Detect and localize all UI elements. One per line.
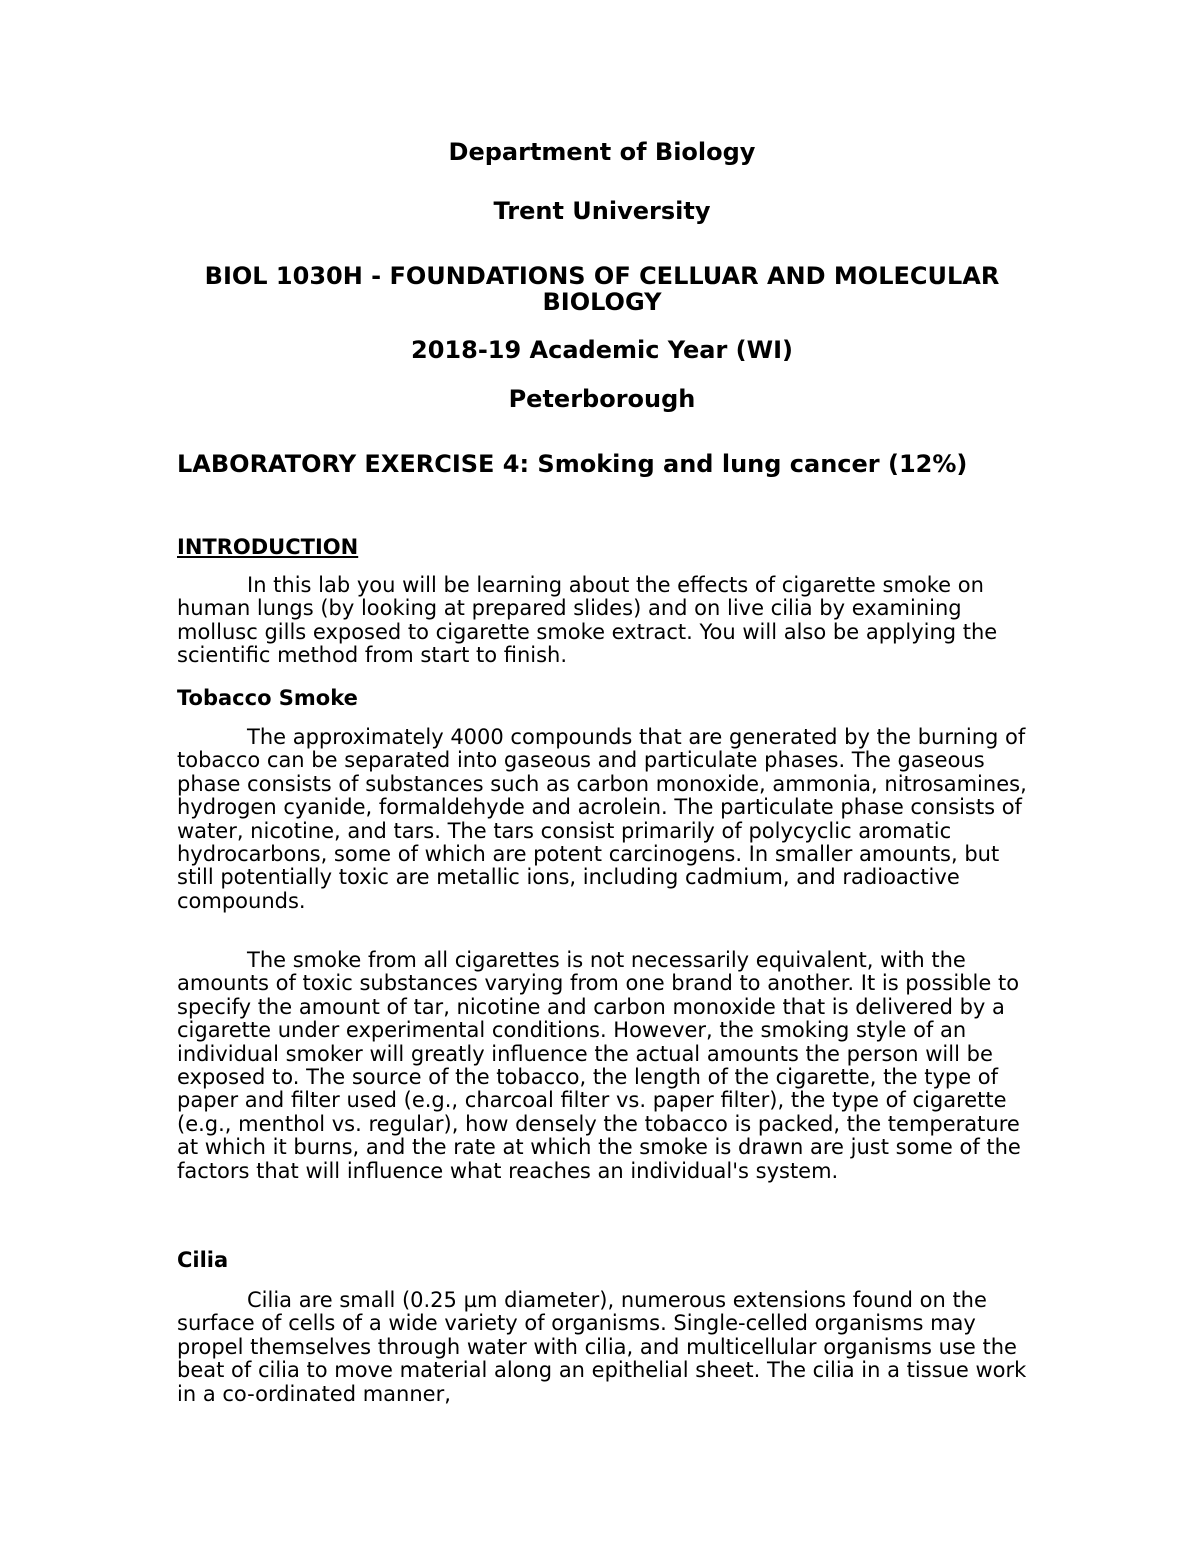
introduction-heading: INTRODUCTION bbox=[177, 535, 359, 559]
course-title: BIOL 1030H - FOUNDATIONS OF CELLUAR AND MOLECULAR BIOLOGY bbox=[204, 262, 1000, 316]
university-heading: Trent University bbox=[493, 197, 711, 225]
cilia-heading: Cilia bbox=[177, 1248, 229, 1272]
cilia-paragraph: Cilia are small (0.25 µm diameter), numerous extensions found on the surface of cells of a wide variety of organisms. Single-celled organisms may propel themselves through water with cilia, and multicellular organisms use the beat of cilia to move material along an epithelial sheet. The cilia in a tissue work in a co-ordinated manner, bbox=[177, 1288, 1027, 1406]
academic-year: 2018-19 Academic Year (WI) bbox=[411, 336, 793, 364]
tobacco-smoke-paragraph-2: The smoke from all cigarettes is not necessarily equivalent, with the amounts of toxic substances varying from one brand to another. It is possible to specify the amount of tar, nicotine and carbon monoxide that is delivered by a cigarette under experimental conditions. However, the smoking style of an individual smoker will greatly influence the actual amounts the person will be exposed to. The source of the tobacco, the length of the cigarette, the type of paper and filter used (e.g., charcoal filter vs. paper filter), the type of cigarette (e.g., menthol vs. regular), how densely the tobacco is packed, the temperature at which it burns, and the rate at which the smoke is drawn are just some of the factors that will influence what reaches an individual's system. bbox=[177, 948, 1021, 1183]
tobacco-smoke-paragraph-1: The approximately 4000 compounds that are generated by the burning of tobacco can be separated into gaseous and particulate phases. The gaseous phase consists of substances such as carbon monoxide, ammonia, nitrosamines, hydrogen cyanide, formaldehyde and acrolein. The particulate phase consists of water, nicotine, and tars. The tars consist primarily of polycyclic aromatic hydrocarbons, some of which are potent carcinogens. In smaller amounts, but still potentially toxic are metallic ions, including cadmium, and radioactive compounds. bbox=[177, 725, 1027, 913]
department-heading: Department of Biology bbox=[448, 138, 756, 166]
lab-exercise-title: LABORATORY EXERCISE 4: Smoking and lung cancer (12%) bbox=[177, 450, 968, 478]
tobacco-smoke-heading: Tobacco Smoke bbox=[177, 686, 358, 710]
introduction-paragraph: In this lab you will be learning about the effects of cigarette smoke on human lungs (by looking at prepared slides) and on live cilia by examining mollusc gills exposed to cigarette smoke extract. You will also be applying the scientific method from start to finish. bbox=[177, 573, 998, 668]
campus-name: Peterborough bbox=[508, 385, 696, 413]
